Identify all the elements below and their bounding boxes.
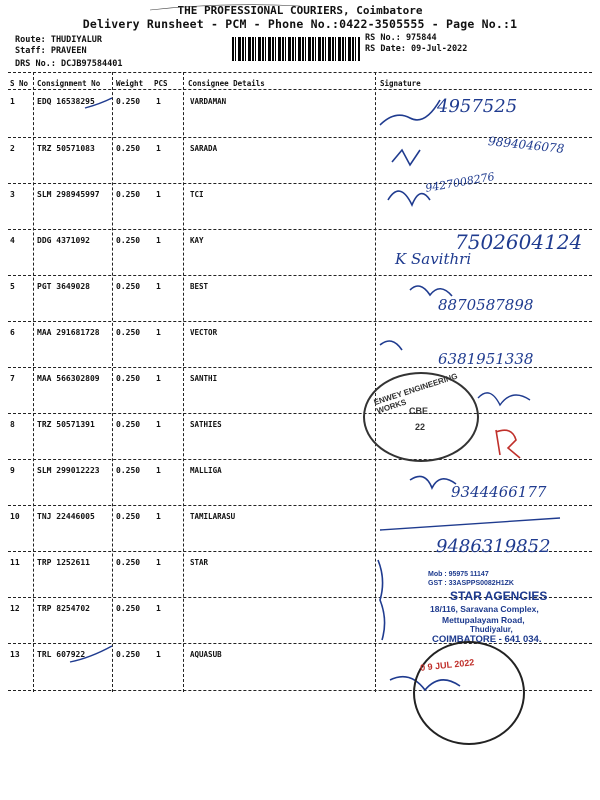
row-consignee: MALLIGA — [190, 466, 222, 475]
row-pcs: 1 — [156, 144, 161, 153]
row-sno: 8 — [10, 420, 15, 429]
handwritten-phone: 8870587898 — [438, 296, 534, 314]
row-weight: 0.250 — [116, 97, 141, 106]
row-pcs: 1 — [156, 650, 161, 659]
row-pcs: 1 — [156, 190, 161, 199]
row-pcs: 1 — [156, 604, 161, 613]
rs-date: RS Date: 09-Jul-2022 — [365, 44, 468, 54]
row-consignment: TRP 8254702 — [37, 604, 90, 613]
row-pcs: 1 — [156, 558, 161, 567]
row-consignment: EDQ 16538295 — [37, 97, 95, 106]
row-sno: 1 — [10, 97, 15, 106]
row-consignment: TRZ 50571391 — [37, 420, 95, 429]
row-weight: 0.250 — [116, 558, 141, 567]
handwritten-phone: 4957525 — [437, 96, 518, 117]
route-label: Route: THUDIYALUR — [15, 35, 102, 45]
row-consignee: BEST — [190, 282, 209, 291]
stamp-address: 18/116, Saravana Complex, — [430, 604, 539, 614]
row-sno: 2 — [10, 144, 15, 153]
row-consignee: VARDAMAN — [190, 97, 227, 106]
row-sno: 4 — [10, 236, 15, 245]
row-consignment: SLM 299012223 — [37, 466, 100, 475]
row-pcs: 1 — [156, 374, 161, 383]
stamp-gst: GST : 33ASPPS0082H1ZK — [428, 580, 514, 587]
row-consignment: TRL 607922 — [37, 650, 86, 659]
staff-label: Staff: PRAVEEN — [15, 46, 87, 56]
row-sno: 13 — [10, 650, 20, 659]
col-header-pcs: PCS — [154, 79, 168, 88]
row-consignment: DDG 4371092 — [37, 236, 90, 245]
stamp-mobile: Mob : 95975 11147 — [428, 571, 489, 578]
handwritten-phone: 9486319852 — [436, 536, 551, 557]
row-sno: 5 — [10, 282, 15, 291]
row-consignee: SANTHI — [190, 374, 218, 383]
col-header-weight: Weight — [116, 79, 144, 88]
seal-text: ENWEY ENGINEERING WORKS — [372, 371, 459, 416]
handwritten-name: K Savithri — [395, 250, 472, 268]
handwritten-phone: 9894046078 — [487, 134, 565, 156]
row-consignment: SLM 298945997 — [37, 190, 100, 199]
handwritten-phone: 6381951338 — [438, 350, 534, 368]
row-consignment: TRZ 50571083 — [37, 144, 95, 153]
row-weight: 0.250 — [116, 650, 141, 659]
row-pcs: 1 — [156, 512, 161, 521]
row-weight: 0.250 — [116, 328, 141, 337]
row-consignee: STAR — [190, 558, 209, 567]
row-weight: 0.250 — [116, 512, 141, 521]
row-sno: 12 — [10, 604, 20, 613]
row-pcs: 1 — [156, 420, 161, 429]
row-consignment: MAA 566302809 — [37, 374, 100, 383]
stamp-address: Mettupalayam Road, — [442, 615, 525, 625]
row-pcs: 1 — [156, 282, 161, 291]
col-header-signature: Signature — [380, 79, 421, 88]
drs-number: DRS No.: DCJB97584401 — [15, 59, 123, 69]
row-consignee: SARADA — [190, 144, 218, 153]
row-weight: 0.250 — [116, 374, 141, 383]
row-pcs: 1 — [156, 466, 161, 475]
row-consignee: TAMILARASU — [190, 512, 236, 521]
row-consignee: TCI — [190, 190, 204, 199]
row-pcs: 1 — [156, 236, 161, 245]
date-seal-text: 0 9 JUL 2022 — [419, 657, 475, 673]
row-weight: 0.250 — [116, 466, 141, 475]
row-weight: 0.250 — [116, 420, 141, 429]
row-weight: 0.250 — [116, 604, 141, 613]
handwritten-phone: 9427008276 — [424, 170, 496, 195]
row-weight: 0.250 — [116, 282, 141, 291]
row-weight: 0.250 — [116, 190, 141, 199]
row-weight: 0.250 — [116, 236, 141, 245]
row-consignment: MAA 291681728 — [37, 328, 100, 337]
row-consignment: PGT 3649028 — [37, 282, 90, 291]
engineering-seal — [363, 372, 479, 462]
runsheet-subtitle: Delivery Runsheet - PCM - Phone No.:0422-3505555 - Page No.:1 — [82, 17, 518, 31]
seal-city: CBE — [409, 406, 429, 416]
col-header-sno: S No — [10, 79, 29, 88]
row-sno: 10 — [10, 512, 20, 521]
row-consignment: TNJ 22446005 — [37, 512, 95, 521]
row-weight: 0.250 — [116, 144, 141, 153]
col-header-consignee: Consignee Details — [188, 79, 265, 88]
row-consignee: KAY — [190, 236, 204, 245]
row-consignee: VECTOR — [190, 328, 218, 337]
courier-title: THE PROFESSIONAL COURIERS, Coimbatore — [177, 4, 423, 17]
star-agencies-stamp — [398, 563, 594, 645]
row-pcs: 1 — [156, 97, 161, 106]
row-consignment: TRP 1252611 — [37, 558, 90, 567]
handwritten-phone: 9344466177 — [451, 483, 547, 501]
row-sno: 6 — [10, 328, 15, 337]
stamp-city: COIMBATORE - 641 034. — [432, 634, 542, 645]
row-sno: 3 — [10, 190, 15, 199]
rs-number: RS No.: 975844 — [365, 33, 437, 43]
row-sno: 11 — [10, 558, 20, 567]
row-pcs: 1 — [156, 328, 161, 337]
row-consignee: SATHIES — [190, 420, 222, 429]
row-sno: 7 — [10, 374, 15, 383]
col-header-consignment: Consignment No — [37, 79, 101, 88]
row-consignee: AQUASUB — [190, 650, 222, 659]
stamp-address: Thudiyalur, — [470, 625, 513, 634]
stamp-company: STAR AGENCIES — [450, 589, 548, 603]
row-sno: 9 — [10, 466, 15, 475]
handwritten-phone: 7502604124 — [455, 230, 583, 254]
seal-number: 22 — [415, 422, 426, 432]
